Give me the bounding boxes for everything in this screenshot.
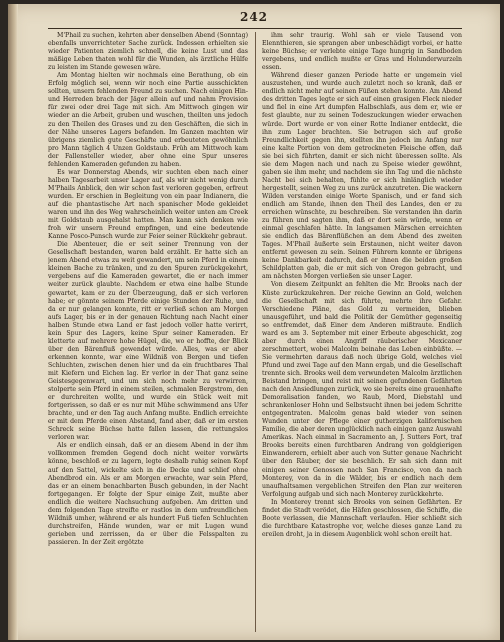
paragraph: In Monterey trennt sich Brooks von seinen Gefährten. Er findet die Stadt verödet, die Häfen geschlossen, die Schiffe, die Boote verlassen, die Mannschaft verlaufen. Hier schließt sich die furchtbare Katastrophe vor, welche dieses ganze Land zu ereilen droht, ja in diesem Augenblick wohl schon ereilt hat. — [262, 498, 462, 538]
page-number: 242 — [239, 10, 269, 24]
paragraph: Es war Donnerstag Abends, wir suchten eben nach einer halben Tagesarbeit unser Lager auf, als wir nicht wenig durch M'Phails Anblick, den wir schon fast verloren gegeben, erfreut wurden. Er erschien in Begleitung von ein paar Indianern, die auf die phantastische Art nach spanischer Mode gekleidet waren und ihn des Weg wahrscheinlich weiter unten am Creek mit Goldstaub ausgehalst hatten. Man kann sich denken wie froh wir unsern Freund empfingen, und eine bedeutende Kanne Posco-Punsch wurde zur Feier seiner Rückkehr gebraut. — [48, 168, 248, 241]
paragraph: Am Montag hielten wir nochmals eine Berathung, ob ein Erfolg möglich sei, wenn wir noch eine Partie ausschickten sollten, unsern fehlenden Freund zu suchen. Nach einigen Hin- und Herreden brach der Jäger allein auf und nahm Provision für zwei oder drei Tage mit sich. Am Mittwoch gingen wir wieder an die Arbeit, gruben und wuschen, theilten uns jedoch zu den Theilen des Grases und zu den Geschäften, die sich in der Nähe unseres Lagers befanden. Im Ganzen machten wir übrigens ziemlich gute Geschäfte und erbeuteten gewöhnlich pro Mann täglich 4 Unzen Goldstaub. Früh am Mittwoch kam der Fallensteller wieder, aber ohne eine Spur unseres fehlenden Kameraden gefunden zu haben. — [48, 72, 248, 168]
paragraph: M'Phail zu suchen, kehrten aber denselben Abend (Sonntag) ebenfalls unverrichteter Sache zurück. Indessen erhielten sie wieder Patienten ziemlich schnell, die keine Lust und das mäßige Leben thaten wohl für die Wunden, als ärztliche Hülfe zu leisten im Stande gewesen wäre. — [48, 32, 248, 72]
left-column — [48, 32, 248, 634]
column-divider — [255, 32, 256, 632]
book-spine — [8, 4, 18, 640]
paragraph: ihm sehr traurig. Wohl sah er viele Tausend von Elennthieren, sie sprangen aber unbeschädigt vorbei, er hatte keine Büchse; er verlebte einige Tage hungrig in Sandboden vergebens, und endlich mußte er Gras und Holunderwurzeln essen. — [262, 32, 462, 72]
paragraph: Die Abenteuer, die er seit seiner Trennung von der Gesellschaft bestanden, waren bald erzählt. Er hatte sich an jenem Abend etwas zu weit gewandert, um sein Pferd in einem kleinen Bache zu tränken, und zu den Spuren zurückgekehrt, vergebens auf die Kameraden gewartet, die er nach immer weiter zurück glaubte. Nachdem er etwa eine halbe Stunde gewartet, kam er zu der Überzeugung, daß er sich verloren habe; er gönnte seinem Pferde einige Stunden der Ruhe, und da er nur gelangen konnte, ritt er verließ schon am Morgen aufs Lager, bis er in der genauen Richtung nach Nacht einer halben Stunde etwa Land er fast jedoch voller hatte verirrt, kein Spur des Lagers, keine Spur seiner Kameraden. Er kletterte auf mehrere hohe Hügel, die, wo er hoffte, der Blick über den Bärenfluß gewendet würde. Alles, was er aber erkennen konnte, war eine Wildniß von Bergen und tiefen Schluchten, zwischen denen hier und da ein fruchtbares Thal mit Kiefern und Eichen lag. Er verlor in der That ganz seine Geistesgegenwart, und um sich noch mehr zu verwirren, stolperte sein Pferd in einem steilen, schmalen Bergstrom, den er durchreiten wollte, und wurde ein Stück weit mit fortgerissen, so daß er es nur mit Mühe schwimmend ans Ufer brachte, und er den Tag auch Anfang mußte. Endlich erreichte er mit dem Pferde einen Abstand, fand aber, daß er im ersten Schreck seine Büchse hatte fallen lassen, die rettungslos verloren war. — [48, 241, 248, 442]
book-page — [8, 4, 500, 640]
paragraph: Von diesem Zeitpunkt an fehlten die Mr. Brooks nach der Küste zurückzukehren. Der reiche Gewinn an Gold, welchen die Gesellschaft mit sich führte, mehrte ihre Gefahr. Verschiedene Pläne, das Gold zu vermeiden, blieben unausgeführt, und bald die Politik der Gemüther gegenseitig so entfremdet, daß Einer dem Anderen mißtraute. Endlich ward es am 3. September mit einer Erbeute abgeschickt, zog aber durch einen Angriff räuberischer Mexicaner zerschmettert, wobei Malcolm beinahe das Leben einbüßte. — Sie vermehrten daraus daß noch übrige Gold, welches viel Pfund und zwei Tage auf den Mann ergab, und die Gesellschaft trennte sich. Brooks weil dem verwundeten Malcolm ärztlichen Beistand bringen, und reist mit seinen gefundenen Gefährten nach den Ansiedlungen zurück, wo sie bereits eine grauenhafte Demoralisation fanden, wo Raub, Mord, Diebstahl und schrankenloser Hohn und Selbstsucht ihnen bei jedem Schritte entgegentraten. Malcolm genas bald wieder von seinen Wunden unter der Pflege einer gutherzigen kalifornischen Familie, die aber deren unglücklich nach einigen ganz Auswahl Amerikas. Nach einmal in Sacramento an, J. Sutters Fort, traf Brooks bereits einen furchtbaren Andrang von goldgierigen Einwanderern, erhielt aber auch von Sutter genaue Nachricht über den Räuber, der sie beschlich. Er sah sich dann mit einigen seiner Genossen nach San Francisco, von da nach Monterey, von da in die Wälder, bis er endlich nach dem unaufhaltsamen vergeblichen Streifen den Plan zur weiteren Verfolgung aufgab und sich nach Monterey zurückkehrte. — [262, 281, 462, 498]
header-rule — [48, 28, 462, 29]
paragraph: Als er endlich einsah, daß er an diesem Abend in der ihm vollkommen fremden Gegend doch nicht weiter vorwärts könne, beschloß er zu lagern, legte deshalb ruhig seinen Kopf auf den Sattel, wickelte sich in die Decke und schlief ohne Abendbrod ein. Als er am Morgen erwachte, war sein Pferd, das er an einem benachbarten Busch gebunden, in der Nacht fortgegangen. Er folgte der Spur einige Zeit, mußte aber endlich die weitere Nachsuchung aufgeben. Am dritten und dem folgenden Tage streifte er rastlos in dem unfreundlichen Wildniß umher, während er als hundert Fuß tiefen Schluchten durchstreifen, Hände wunden, war er mit Lugen wund gerieben und zerrissen, da er über die Felsspalten zu passieren. In der Zeit ergötzte — [48, 442, 248, 546]
paragraph: Während dieser ganzen Periode hatte er ungemein viel auszustehen, und wurde auch zuletzt noch so krank, daß er endlich nicht mehr auf seinen Füßen stehen konnte. Am Abend des dritten Tages legte er sich auf einen grasigen Fleck nieder und fiel in eine Art dumpfen Halbschlafs, aus dem er, wie er fest glaubte, nur zu seinen Todeszuckungen wieder erwachen würde. Dort wurde er von einer Rotte Indianer entdeckt, die ihn zum Lager brachten. Sie betrugen sich auf große Freundlichkeit gegen ihn, stellten ihn jedoch im Anfang nur eine kalte Portion von dem getrockneten Fleische offen, daß sie bei sich führten, damit er sich nicht überessen sollte. Als sie dem Magen nach und nach zu Speise wieder gewöhnt, gaben sie ihm mehr, und nachdem sie ihn Tag und die nächste Nacht bei sich behalten, fühlte er sich hinlänglich wieder hergestellt, seinen Weg zu uns zurück anzutreten. Die wackern Wilden verstanden einige Worte Spanisch, und er fand sich endlich am Stande, ihnen den Theil des Landes, den er zu erreichen wünschte, zu beschreiben. Sie verstanden ihn darin zu führen und sagten ihm, daß er dort sein würde, wenn er einmal geschlafen hätte. In langsamen Märschen erreichten sie endlich das Bärenflüßchen an dem Abend des zweiten Tages. M'Phail äußerte sein Erstaunen, nicht weiter davon entfernt gewesen zu sein. Seinen Führern konnte er übrigens keine Dankbarkeit dadurch, daß er ihnen die beiden großen Schildplatten gab, die er mit sich von Oregon gebracht, und am nächsten Morgen verließen sie unser Lager. — [262, 72, 462, 281]
right-column — [262, 32, 462, 634]
